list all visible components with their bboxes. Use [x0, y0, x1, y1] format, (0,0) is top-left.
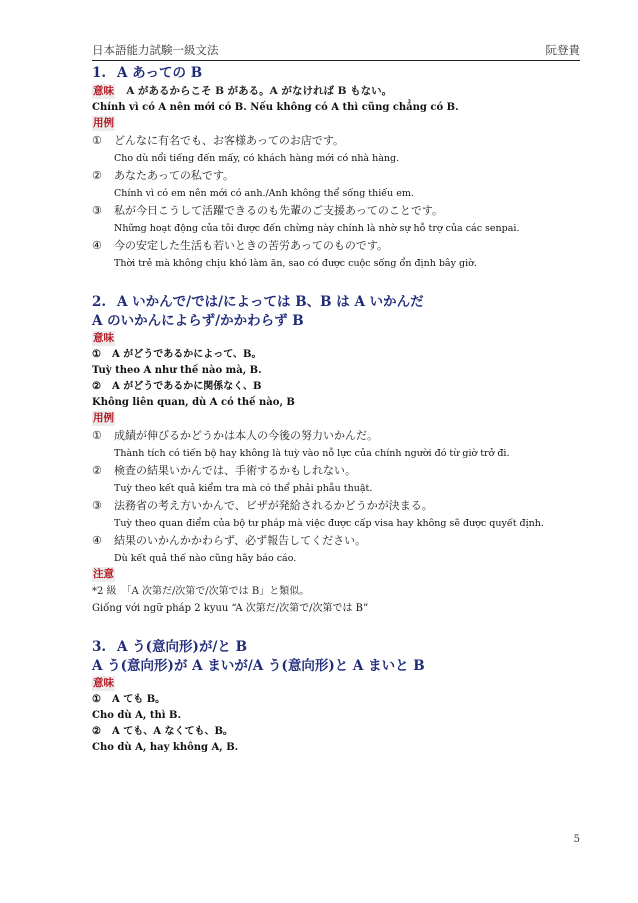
note-label: 注意 [93, 568, 114, 580]
example-translation: Tuỳ theo quan điểm của bộ tư pháp mà việc được cấp visa hay không sẽ được quyết định. [114, 518, 544, 529]
example-translation: Thời trẻ mà không chịu khó làm ăn, sao có được cuộc sống ổn định bây giờ. [114, 258, 477, 269]
example-translation: Dù kết quả thế nào cũng hãy báo cáo. [114, 553, 297, 564]
section-1-meaning [92, 83, 582, 100]
example-translation: Chính vì có em nên mới có anh./Anh không thể sống thiếu em. [114, 188, 414, 199]
meaning-vi: Cho dù A, thì B. [92, 710, 181, 721]
page-header [92, 42, 580, 61]
meaning-jp: A があるからこそ B がある。A がなければ B もない。 [126, 85, 393, 97]
example: ① どんなに有名でも、お客様あってのお店です。 [92, 134, 345, 147]
section-3-title: 3. A う(意向形)が/と B [92, 639, 247, 655]
meaning-vi: Cho dù A, hay không A, B. [92, 742, 239, 753]
header-author: 阮登貴 [545, 43, 580, 57]
meaning-item: ① A ても B。 [92, 694, 166, 705]
example: ② 検査の結果いかんでは、手術するかもしれない。 [92, 464, 356, 477]
meaning-vi: Không liên quan, dù A có thế nào, B [92, 397, 295, 408]
examples-label: 用例 [93, 117, 114, 129]
note-vi: Giống với ngữ pháp 2 kyuu “A 次第だ/次第で/次第では B” [92, 603, 369, 614]
example: ③ 法務省の考え方いかんで、ビザが発給されるかどうかが決まる。 [92, 499, 433, 512]
meaning-label: 意味 [93, 677, 114, 689]
example-translation: Cho dù nổi tiếng đến mấy, có khách hàng mới có nhà hàng. [114, 153, 400, 164]
page-content [92, 64, 582, 756]
meaning-item: ② A がどうであるかに関係なく、B [92, 381, 262, 392]
example: ① 成績が伸びるかどうかは本人の今後の努力いかんだ。 [92, 429, 378, 442]
meaning-vi: Chính vì có A nên mới có B. Nếu không có A thì cũng chẳng có B. [92, 102, 459, 113]
section-1-title: 1. A あっての B [92, 65, 203, 81]
header-book-title: 日本語能力試験一級文法 [92, 43, 219, 57]
example: ② あなたあっての私です。 [92, 169, 235, 182]
example: ③ 私が今日こうして活躍できるのも先輩のご支援あってのことです。 [92, 204, 444, 217]
example-translation: Tuỳ theo kết quả kiểm tra mà có thể phải phẫu thuật. [114, 483, 373, 494]
meaning-item: ② A ても、A なくても、B。 [92, 726, 233, 737]
section-3-subtitle: A う(意向形)が A まいが/A う(意向形)と A まいと B [92, 658, 425, 674]
meaning-label: 意味 [93, 332, 114, 344]
examples-label: 用例 [93, 412, 114, 424]
example: ④ 結果のいかんかかわらず、必ず報告してください。 [92, 534, 367, 547]
meaning-item: ① A がどうであるかによって、B。 [92, 349, 262, 360]
note-jp: *2 級 「A 次第だ/次第で/次第では B」と類似。 [92, 586, 310, 597]
meaning-vi: Tuỳ theo A như thế nào mà, B. [92, 365, 262, 376]
page-number: 5 [573, 834, 580, 845]
meaning-label: 意味 [93, 85, 114, 97]
example-translation: Thành tích có tiến bộ hay không là tuỳ vào nỗ lực của chính người đó từ giờ trở đi. [114, 448, 510, 459]
section-2-subtitle: A のいかんによらず/かかわらず B [92, 313, 304, 329]
example: ④ 今の安定した生活も若いときの苦労あってのものです。 [92, 239, 389, 252]
section-2-title: 2. A いかんで/では/によっては B、B は A いかんだ [92, 294, 424, 310]
example-translation: Những hoạt động của tôi được đến chừng này chính là nhờ sự hỗ trợ của các senpai. [114, 223, 520, 234]
